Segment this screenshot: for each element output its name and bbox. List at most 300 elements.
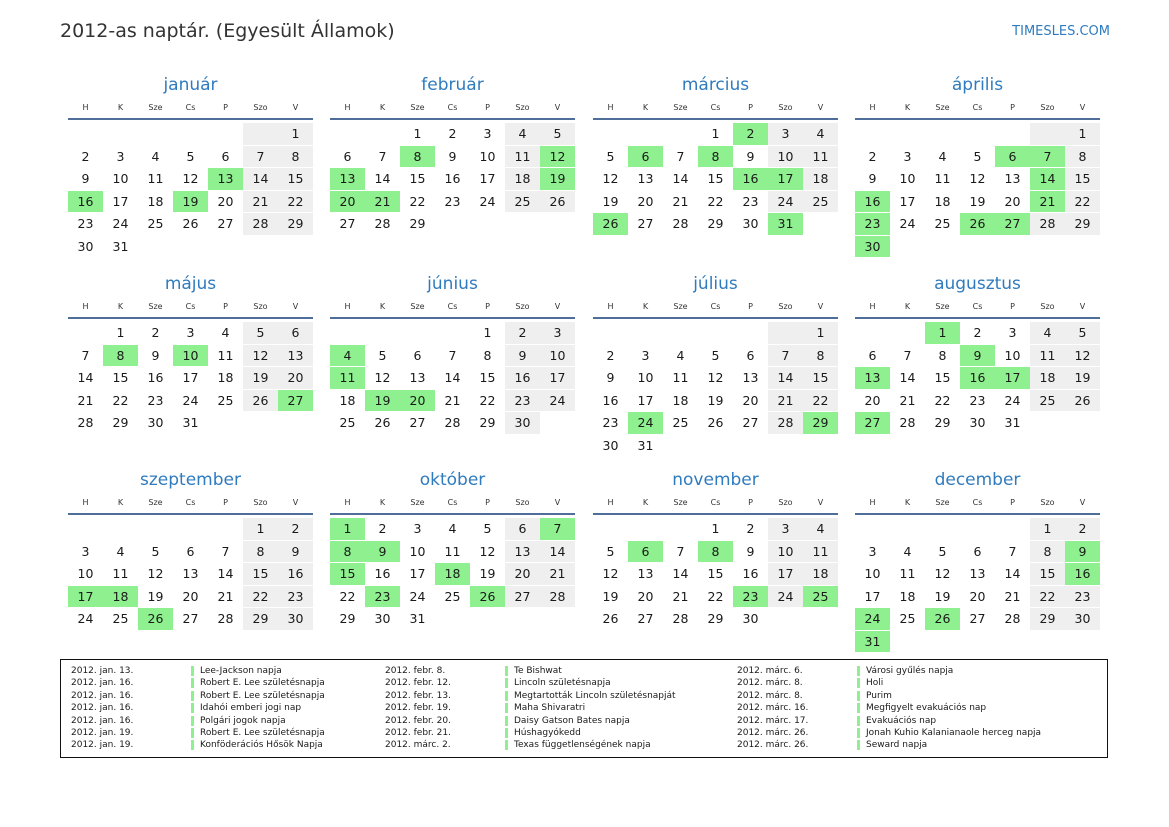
holiday-marker [857, 728, 860, 738]
holiday-day: 16 [1065, 562, 1100, 585]
day-grid [593, 515, 838, 630]
weekday-label: Szo [1040, 497, 1055, 507]
holiday-marker [505, 678, 508, 688]
day: 15 [698, 167, 733, 190]
empty-day [208, 517, 243, 540]
holiday-marker [191, 716, 194, 726]
day: 30 [505, 411, 540, 434]
holiday-date: 2012. márc. 16. [737, 703, 809, 714]
day: 28 [995, 607, 1030, 630]
day: 24 [995, 389, 1030, 412]
day: 4 [1030, 321, 1065, 344]
weekday-label: K [904, 102, 911, 112]
day: 9 [278, 540, 313, 563]
holiday-marker [191, 666, 194, 676]
day: 25 [103, 607, 138, 630]
day: 10 [768, 540, 803, 563]
weekday-label: K [904, 301, 911, 311]
holiday-day: 20 [400, 389, 435, 412]
holiday-date: 2012. jan. 19. [71, 740, 134, 751]
holiday-row [737, 665, 1041, 677]
day: 24 [768, 585, 803, 608]
day: 20 [628, 585, 663, 608]
day: 6 [733, 344, 768, 367]
day: 27 [733, 411, 768, 434]
day: 8 [803, 344, 838, 367]
day: 27 [505, 585, 540, 608]
weekday-header [855, 96, 1100, 120]
month-name: január [163, 75, 218, 95]
empty-day [663, 122, 698, 145]
month-name: szeptember [140, 470, 241, 490]
holiday-day: 26 [593, 212, 628, 235]
day: 2 [593, 344, 628, 367]
holiday-day: 7 [1030, 145, 1065, 168]
holiday-name: Daisy Gatson Bates napja [514, 715, 630, 726]
holiday-name: Polgári jogok napja [200, 715, 286, 726]
day: 28 [663, 212, 698, 235]
day: 6 [400, 344, 435, 367]
day: 7 [995, 540, 1030, 563]
holiday-day: 21 [365, 190, 400, 213]
day: 12 [138, 562, 173, 585]
day: 14 [68, 366, 103, 389]
empty-day [103, 517, 138, 540]
day: 24 [400, 585, 435, 608]
day: 12 [243, 344, 278, 367]
day: 11 [803, 540, 838, 563]
holiday-day: 13 [208, 167, 243, 190]
holiday-day: 11 [330, 366, 365, 389]
day: 8 [470, 344, 505, 367]
weekday-header [330, 491, 575, 515]
day: 13 [278, 344, 313, 367]
day: 23 [278, 585, 313, 608]
day: 9 [855, 167, 890, 190]
day: 17 [470, 167, 505, 190]
holiday-marker [857, 666, 860, 676]
day: 20 [855, 389, 890, 412]
day: 23 [138, 389, 173, 412]
day: 12 [593, 562, 628, 585]
empty-day [855, 122, 890, 145]
day: 26 [173, 212, 208, 235]
holiday-name: Lee-Jackson napja [200, 666, 282, 676]
empty-day [330, 321, 365, 344]
weekday-label: P [1010, 102, 1015, 112]
weekday-label: P [748, 102, 753, 112]
weekday-label: Szo [778, 301, 793, 311]
holiday-day: 18 [103, 585, 138, 608]
holiday-marker [505, 666, 508, 676]
day: 19 [470, 562, 505, 585]
day: 22 [1030, 585, 1065, 608]
day: 28 [68, 411, 103, 434]
day-grid [593, 120, 838, 235]
weekday-label: V [292, 102, 299, 112]
day: 2 [960, 321, 995, 344]
weekday-label: Sze [673, 102, 688, 112]
day: 10 [995, 344, 1030, 367]
month-name: április [951, 75, 1004, 95]
holiday-day: 17 [995, 366, 1030, 389]
weekday-label: V [554, 497, 561, 507]
holiday-day: 6 [628, 540, 663, 563]
holiday-day: 9 [960, 344, 995, 367]
holiday-row [385, 677, 676, 689]
day: 26 [365, 411, 400, 434]
holiday-row [737, 727, 1041, 739]
day: 30 [278, 607, 313, 630]
month-3 [593, 74, 838, 235]
day: 6 [278, 321, 313, 344]
holiday-day: 10 [173, 344, 208, 367]
holiday-name: Idahói emberi jogi nap [200, 703, 302, 714]
holiday-date: 2012. febr. 19. [385, 703, 451, 714]
day: 11 [505, 145, 540, 168]
weekday-header [68, 491, 313, 515]
holiday-date: 2012. jan. 16. [71, 715, 134, 726]
weekday-label: Cs [710, 301, 721, 311]
empty-day [855, 321, 890, 344]
day: 29 [925, 411, 960, 434]
day: 22 [803, 389, 838, 412]
holiday-date: 2012. márc. 8. [737, 690, 803, 701]
day: 10 [540, 344, 575, 367]
day: 6 [208, 145, 243, 168]
day: 10 [768, 145, 803, 168]
day: 29 [103, 411, 138, 434]
day: 4 [208, 321, 243, 344]
holiday-day: 29 [803, 411, 838, 434]
holiday-day: 20 [330, 190, 365, 213]
day: 4 [925, 145, 960, 168]
day: 18 [925, 190, 960, 213]
day: 5 [960, 145, 995, 168]
empty-day [593, 517, 628, 540]
day: 13 [995, 167, 1030, 190]
month-name: március [681, 75, 750, 95]
holiday-row [71, 690, 325, 702]
day: 29 [243, 607, 278, 630]
day: 18 [330, 389, 365, 412]
page-title: 2012-as naptár. (Egyesült Államok) [60, 20, 395, 42]
day: 3 [995, 321, 1030, 344]
day: 19 [243, 366, 278, 389]
day: 4 [505, 122, 540, 145]
day: 15 [400, 167, 435, 190]
day: 23 [505, 389, 540, 412]
weekday-header [855, 295, 1100, 319]
holiday-day: 19 [540, 167, 575, 190]
day: 3 [768, 122, 803, 145]
weekday-header [855, 491, 1100, 515]
holiday-day: 16 [960, 366, 995, 389]
weekday-label: Szo [253, 102, 268, 112]
day: 4 [890, 540, 925, 563]
weekday-label: H [869, 102, 876, 112]
holiday-day: 26 [138, 607, 173, 630]
holiday-row [737, 702, 1041, 714]
weekday-header [593, 96, 838, 120]
weekday-label: H [82, 301, 89, 311]
day: 12 [1065, 344, 1100, 367]
day: 22 [243, 585, 278, 608]
holiday-day: 19 [365, 389, 400, 412]
day: 1 [278, 122, 313, 145]
holiday-day: 27 [278, 389, 313, 412]
day: 4 [803, 122, 838, 145]
day: 6 [960, 540, 995, 563]
weekday-label: H [607, 301, 614, 311]
weekday-label: V [817, 301, 824, 311]
day: 5 [365, 344, 400, 367]
holiday-day: 15 [330, 562, 365, 585]
empty-day [243, 122, 278, 145]
day: 15 [278, 167, 313, 190]
month-name: november [672, 470, 759, 490]
day: 25 [890, 607, 925, 630]
day: 7 [68, 344, 103, 367]
day: 22 [400, 190, 435, 213]
day: 26 [698, 411, 733, 434]
day: 17 [400, 562, 435, 585]
day: 12 [173, 167, 208, 190]
day: 10 [68, 562, 103, 585]
holiday-date: 2012. febr. 13. [385, 690, 451, 701]
holiday-name: Robert E. Lee születésnapja [200, 690, 325, 701]
day: 28 [890, 411, 925, 434]
day: 12 [365, 366, 400, 389]
day: 20 [628, 190, 663, 213]
holiday-day: 16 [68, 190, 103, 213]
weekday-label: K [379, 102, 386, 112]
day: 18 [208, 366, 243, 389]
weekday-label: Sze [935, 497, 950, 507]
holiday-date: 2012. jan. 16. [71, 678, 134, 689]
holiday-day: 8 [330, 540, 365, 563]
day-grid [593, 319, 838, 456]
holiday-marker [505, 728, 508, 738]
day: 27 [208, 212, 243, 235]
weekday-label: H [607, 102, 614, 112]
month-1 [68, 74, 313, 257]
empty-day [663, 321, 698, 344]
holiday-day: 30 [855, 235, 890, 258]
day: 13 [628, 562, 663, 585]
weekday-label: V [292, 301, 299, 311]
weekday-label: H [82, 102, 89, 112]
day: 16 [278, 562, 313, 585]
day: 7 [208, 540, 243, 563]
day: 28 [663, 607, 698, 630]
day: 29 [400, 212, 435, 235]
day: 22 [470, 389, 505, 412]
month-7 [593, 273, 838, 456]
weekday-label: Szo [515, 497, 530, 507]
weekday-label: H [344, 102, 351, 112]
holiday-day: 27 [855, 411, 890, 434]
empty-day [173, 122, 208, 145]
holiday-day: 26 [470, 585, 505, 608]
holiday-name: Evakuációs nap [866, 715, 937, 726]
holiday-date: 2012. márc. 26. [737, 727, 809, 738]
day: 21 [68, 389, 103, 412]
holiday-date: 2012. márc. 2. [385, 740, 451, 751]
day: 19 [138, 585, 173, 608]
empty-day [593, 321, 628, 344]
holiday-marker [505, 740, 508, 750]
day: 10 [890, 167, 925, 190]
day: 5 [698, 344, 733, 367]
day: 5 [173, 145, 208, 168]
weekday-label: V [554, 301, 561, 311]
day: 1 [698, 517, 733, 540]
weekday-label: P [748, 301, 753, 311]
site-link[interactable]: TIMESLES.COM [1012, 24, 1110, 39]
day: 8 [243, 540, 278, 563]
day: 24 [173, 389, 208, 412]
day-grid [855, 515, 1100, 652]
holiday-day: 18 [435, 562, 470, 585]
holiday-row [385, 702, 676, 714]
day: 20 [733, 389, 768, 412]
empty-day [365, 122, 400, 145]
day: 7 [663, 145, 698, 168]
holiday-row [737, 690, 1041, 702]
day-grid [855, 120, 1100, 257]
holiday-day: 23 [855, 212, 890, 235]
day: 5 [540, 122, 575, 145]
day: 17 [768, 562, 803, 585]
empty-day [435, 321, 470, 344]
month-name: október [419, 470, 486, 490]
empty-day [208, 122, 243, 145]
holiday-date: 2012. jan. 19. [71, 727, 134, 738]
holiday-marker [191, 691, 194, 701]
day: 2 [505, 321, 540, 344]
holiday-date: 2012. márc. 17. [737, 715, 809, 726]
day: 19 [925, 585, 960, 608]
day: 21 [890, 389, 925, 412]
day: 25 [1030, 389, 1065, 412]
day: 20 [505, 562, 540, 585]
day: 8 [1030, 540, 1065, 563]
day: 14 [540, 540, 575, 563]
day: 2 [278, 517, 313, 540]
day: 29 [1065, 212, 1100, 235]
day: 21 [540, 562, 575, 585]
day: 9 [593, 366, 628, 389]
holiday-date: 2012. febr. 12. [385, 678, 451, 689]
day: 25 [925, 212, 960, 235]
weekday-label: Szo [778, 102, 793, 112]
holiday-row [385, 665, 676, 677]
holiday-day: 9 [1065, 540, 1100, 563]
day: 23 [960, 389, 995, 412]
day: 25 [803, 190, 838, 213]
month-2 [330, 74, 575, 235]
holiday-name: Lincoln születésnapja [514, 678, 611, 689]
day: 1 [803, 321, 838, 344]
holiday-column [385, 665, 676, 752]
day: 3 [103, 145, 138, 168]
day-grid [855, 319, 1100, 434]
day: 13 [960, 562, 995, 585]
holiday-name: Konföderációs Hősök Napja [200, 740, 323, 751]
holiday-day: 8 [400, 145, 435, 168]
day: 9 [435, 145, 470, 168]
day-grid [330, 120, 575, 235]
weekday-header [330, 295, 575, 319]
holiday-marker [191, 678, 194, 688]
holiday-name: Megtartották Lincoln születésnapját [514, 690, 676, 701]
day: 30 [593, 434, 628, 457]
empty-day [628, 517, 663, 540]
holiday-day: 16 [733, 167, 768, 190]
day: 30 [68, 235, 103, 258]
weekday-label: Sze [410, 102, 425, 112]
day: 22 [330, 585, 365, 608]
day: 1 [470, 321, 505, 344]
weekday-label: Cs [710, 102, 721, 112]
holiday-row [385, 739, 676, 751]
day: 19 [1065, 366, 1100, 389]
empty-day [593, 122, 628, 145]
day: 10 [628, 366, 663, 389]
weekday-label: Szo [1040, 102, 1055, 112]
holiday-day: 24 [628, 411, 663, 434]
day: 7 [435, 344, 470, 367]
day: 27 [628, 607, 663, 630]
holiday-date: 2012. jan. 16. [71, 703, 134, 714]
day: 22 [278, 190, 313, 213]
day: 17 [173, 366, 208, 389]
empty-day [400, 321, 435, 344]
weekday-label: H [344, 301, 351, 311]
day: 15 [1065, 167, 1100, 190]
holiday-row [737, 739, 1041, 751]
holiday-day: 8 [698, 145, 733, 168]
day: 5 [470, 517, 505, 540]
empty-day [628, 321, 663, 344]
holiday-marker [857, 703, 860, 713]
day-grid [330, 319, 575, 434]
weekday-label: Sze [673, 497, 688, 507]
day: 3 [855, 540, 890, 563]
weekday-label: K [117, 102, 124, 112]
holiday-marker [191, 703, 194, 713]
holiday-name: Te Bishwat [514, 666, 562, 676]
day: 25 [138, 212, 173, 235]
empty-day [768, 321, 803, 344]
day: 1 [1030, 517, 1065, 540]
day: 17 [890, 190, 925, 213]
month-5 [68, 273, 313, 434]
day: 24 [890, 212, 925, 235]
day: 10 [470, 145, 505, 168]
day: 4 [435, 517, 470, 540]
weekday-label: H [607, 497, 614, 507]
day: 3 [768, 517, 803, 540]
day: 18 [803, 167, 838, 190]
day: 22 [925, 389, 960, 412]
weekday-label: K [379, 497, 386, 507]
weekday-label: Szo [253, 497, 268, 507]
weekday-label: P [223, 301, 228, 311]
holiday-day: 31 [855, 630, 890, 653]
day: 30 [733, 212, 768, 235]
